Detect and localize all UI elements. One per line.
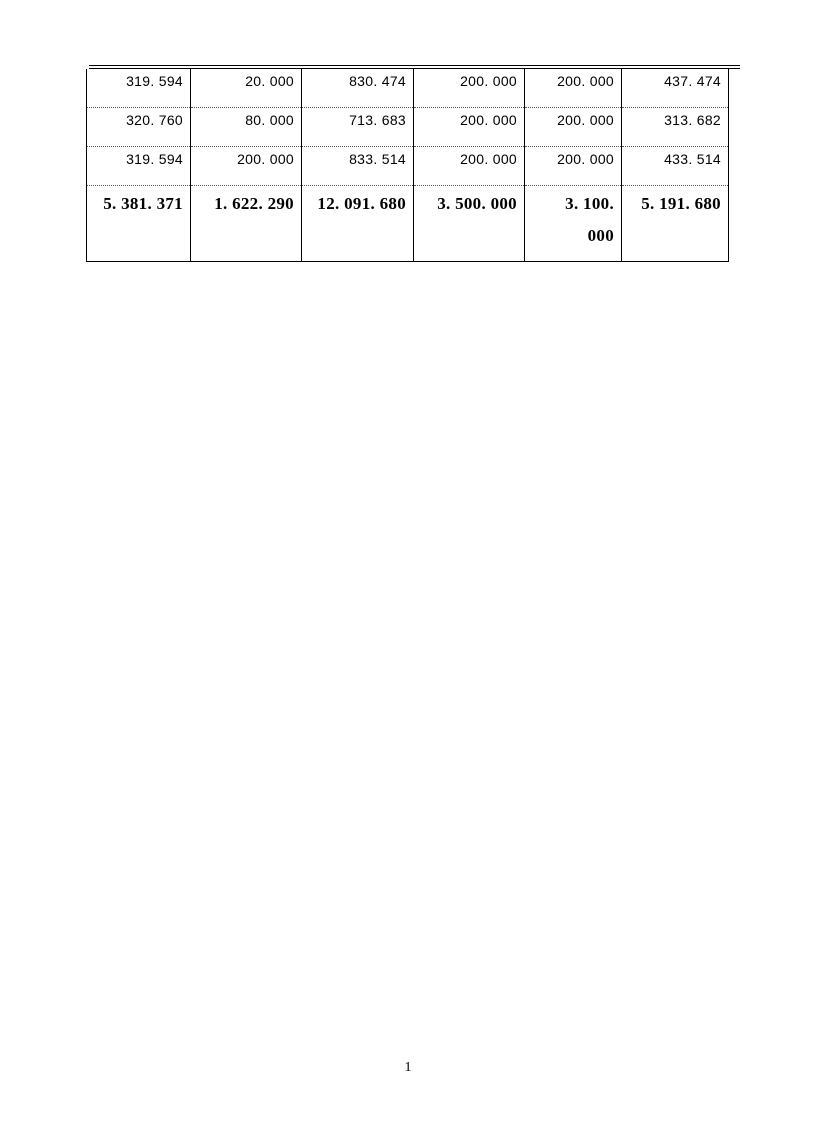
table-cell: 80. 000 (191, 108, 302, 147)
table-row (87, 69, 729, 108)
total-cell: 5. 191. 680 (622, 186, 729, 262)
table-cell: 437. 474 (622, 69, 729, 108)
table-cell: 200. 000 (414, 147, 525, 186)
table-row (87, 147, 729, 186)
table-row (87, 108, 729, 147)
table-cell: 320. 760 (87, 108, 191, 147)
table-cell: 200. 000 (525, 147, 622, 186)
table-cell: 830. 474 (302, 69, 414, 108)
data-table (86, 69, 729, 262)
table-cell: 200. 000 (414, 69, 525, 108)
totals-row (87, 186, 729, 262)
total-cell: 1. 622. 290 (191, 186, 302, 262)
total-cell: 5. 381. 371 (87, 186, 191, 262)
table-cell: 713. 683 (302, 108, 414, 147)
table-cell: 319. 594 (87, 147, 191, 186)
page-number: 1 (404, 1060, 412, 1075)
total-cell: 3. 500. 000 (414, 186, 525, 262)
table-cell: 200. 000 (191, 147, 302, 186)
table-cell: 319. 594 (87, 69, 191, 108)
header-rule-top (89, 65, 740, 66)
table-cell: 20. 000 (191, 69, 302, 108)
total-cell: 3. 100. 000 (525, 186, 622, 262)
total-cell: 12. 091. 680 (302, 186, 414, 262)
table-cell: 433. 514 (622, 147, 729, 186)
table-cell: 200. 000 (414, 108, 525, 147)
table-cell: 313. 682 (622, 108, 729, 147)
table-cell: 200. 000 (525, 108, 622, 147)
table-cell: 833. 514 (302, 147, 414, 186)
table-cell: 200. 000 (525, 69, 622, 108)
